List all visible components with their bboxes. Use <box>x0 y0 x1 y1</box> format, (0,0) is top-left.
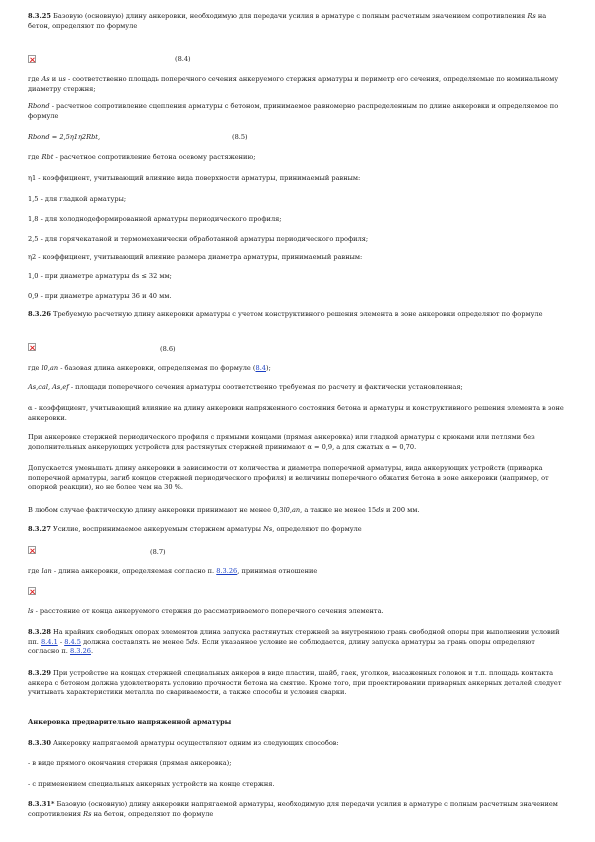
broken-image-icon <box>28 55 36 63</box>
variable: Rbt <box>41 153 54 161</box>
paragraph-eta2-36-40: 0,9 - при диаметре арматуры 36 и 40 мм. <box>28 292 172 300</box>
equation-8-5-formula: Rbond = 2,5η1η2Rbt, <box>28 133 101 141</box>
clause-number: 8.3.26 <box>28 310 51 318</box>
text: , принимая отношение <box>237 567 318 575</box>
paragraph-8-3-30 <box>28 739 568 749</box>
broken-image-icon <box>28 587 36 595</box>
paragraph-l0an <box>28 364 568 374</box>
variable: Rs <box>83 809 92 818</box>
text: ); <box>266 364 271 372</box>
paragraph-alpha: α - коэффициент, учитывающий влияние на длину анкеровки напряженного состояния бетона и арматуры и конструктивного решения элемента в зоне анкеровки. <box>28 404 564 422</box>
link-clause-8-4-5[interactable]: 8.4.5 <box>64 637 81 646</box>
text: . Если указанное условие не соблюдается, длину запуска арматуры за грань опоры определяют согласно п. <box>28 637 535 656</box>
text: На крайних свободных опорах элементов длина запуска растянутых стержней за внутреннюю грань свободной опоры при выполнении условий пп. <box>28 628 560 646</box>
text: должна составлять не менее 5 <box>80 637 191 646</box>
list-item-special-anchor: - с применением специальных анкерных устройств на конце стержня. <box>28 780 275 788</box>
text: и <box>49 75 59 83</box>
text: Усилие, воспринимаемое анкеруемым стержнем арматуры <box>50 525 264 533</box>
link-formula-8-4[interactable]: 8.4 <box>255 364 267 372</box>
paragraph-8-3-26 <box>28 310 568 320</box>
text: Анкеровку напрягаемой арматуры осуществляют одним из следующих способов: <box>50 739 339 747</box>
text: При устройстве на концах стержней специальных анкеров в виде пластин, шайб, гаек, уголков, высаженных головок и т.п. площадь контакта анкера с бетоном должна удовлетворять условию прочности бетона на смятие. Кроме того, при проектировании приварных анкерных деталей следует учитывать характеристики металла по свариваемости, а также способы и условия сварки. <box>28 669 562 697</box>
clause-number: 8.3.31* <box>28 800 55 808</box>
link-clause-8-3-26[interactable]: 8.3.26 <box>69 647 91 656</box>
paragraph-8-3-29 <box>28 669 568 698</box>
paragraph-rbond <box>28 102 568 121</box>
paragraph-reduce-length: Допускается уменьшать длину анкеровки в зависимости от количества и диаметра поперечной арматуры, вида анкерующих устройств (приварка поперечной арматуры, загиб концов стержней периодического профиля) и величины поперечного обжатия бетона в зоне анкеровки (например, от опорной реакции), но не более чем на 30 %. <box>28 464 549 492</box>
paragraph-as-cal <box>28 383 568 393</box>
link-clause-8-3-26[interactable]: 8.3.26 <box>216 567 238 575</box>
paragraph-eta2: η2 - коэффициент, учитывающий влияние размера диаметра арматуры, принимаемый равным: <box>28 253 363 261</box>
text: - соответственно площадь поперечного сечения анкеруемого стержня арматуры и периметр его сечения, определяемые по номинальному диаметру стержня; <box>28 75 559 93</box>
text: где <box>28 153 42 161</box>
text: - длина анкеровки, определяемая согласно п. <box>51 567 217 575</box>
paragraph-minimum-length <box>28 506 568 516</box>
equation-number-8-4: (8.4) <box>175 55 191 63</box>
paragraph-ls <box>28 607 568 617</box>
text: . <box>90 647 94 656</box>
text: - площади поперечного сечения арматуры соответственно требуемая по расчету и фактически установленная; <box>68 383 463 391</box>
text: где <box>28 567 42 575</box>
text: Базовую (основную) длину анкеровки напрягаемой арматуры, необходимую для передачи усилия в арматуре с полным расчетным значением сопротивления <box>28 800 558 818</box>
paragraph-straight-anchorage: При анкеровке стержней периодического профиля с прямыми концами (прямая анкеровка) или гладкой арматуры с крюками или петлями без дополнительных анкерующих устройств для растянутых стержней принимают α = 0,9, а для сжатых α = 0,70. <box>28 433 535 451</box>
clause-number: 8.3.30 <box>28 739 51 747</box>
text: где <box>28 364 42 372</box>
paragraph-lan <box>28 567 568 577</box>
variable: ds <box>190 637 198 646</box>
text: Требуемую расчетную длину анкеровки арматуры с учетом конструктивного решения элемента в зоне анкеровки определяют по формуле <box>50 310 543 318</box>
text: В любом случае фактическую длину анкеровки принимают не менее 0,3 <box>28 506 284 514</box>
variable: us <box>58 75 66 83</box>
paragraph-8-3-28 <box>28 628 568 657</box>
variable: Ns <box>263 525 273 533</box>
text: - расстояние от конца анкеруемого стержня до рассматриваемого поперечного сечения элемента. <box>33 607 384 615</box>
link-clause-8-4-1[interactable]: 8.4.1 <box>40 637 58 646</box>
equation-number-8-5: (8.5) <box>232 133 248 141</box>
broken-image-icon <box>28 546 36 554</box>
paragraph-eta1-hot: 2,5 - для горячекатаной и термомеханически обработанной арматуры периодического профиля; <box>28 235 369 243</box>
clause-number: 8.3.28 <box>28 628 51 636</box>
broken-image-icon <box>28 343 36 351</box>
paragraph-8-3-31 <box>28 800 568 819</box>
paragraph-rbt <box>28 153 568 163</box>
paragraph-eta1: η1 - коэффициент, учитывающий влияние вида поверхности арматуры, принимаемый равным: <box>28 174 361 182</box>
variable: As <box>41 75 50 83</box>
equation-number-8-7: (8.7) <box>150 548 166 556</box>
paragraph-eta2-32: 1,0 - при диаметре арматуры ds ≤ 32 мм; <box>28 272 172 280</box>
text: - расчетное сопротивление сцепления арматуры с бетоном, принимаемое равномерно распределенным по длине анкеровки и определяемое по формуле <box>28 102 559 120</box>
paragraph-8-3-25 <box>28 12 568 31</box>
clause-number: 8.3.25 <box>28 12 51 20</box>
clause-number: 8.3.27 <box>28 525 51 533</box>
text: и 200 мм. <box>383 506 420 514</box>
paragraph-eta1-cold: 1,8 - для холоднодеформированной арматуры периодического профиля; <box>28 215 282 223</box>
variable: l0,an <box>41 364 59 372</box>
variable: ds <box>376 506 384 514</box>
text: - базовая длина анкеровки, определяемая по формуле ( <box>58 364 256 372</box>
text: Базовую (основную) длину анкеровки, необходимую для передачи усилия в арматуре с полным расчетным значением сопротивления <box>50 12 528 20</box>
paragraph-where <box>28 75 568 94</box>
section-heading-prestressed-anchorage: Анкеровка предварительно напряженной арматуры <box>28 718 232 726</box>
paragraph-8-3-27 <box>28 525 568 535</box>
variable: Rs <box>527 12 536 20</box>
clause-number: 8.3.29 <box>28 669 51 677</box>
variable: As,cal, As,ef <box>28 383 69 391</box>
text: - расчетное сопротивление бетона осевому растяжению; <box>53 153 256 161</box>
text: - <box>57 637 65 646</box>
equation-number-8-6: (8.6) <box>160 345 176 353</box>
variable: lan <box>41 567 52 575</box>
text: где <box>28 75 42 83</box>
variable: Rbond <box>28 102 50 110</box>
variable: ls <box>28 607 34 615</box>
text: , а также не менее 15 <box>300 506 377 514</box>
variable: l0,an <box>283 506 301 514</box>
text: на бетон, определяют по формуле <box>28 12 547 30</box>
text: на бетон, определяют по формуле <box>91 809 214 818</box>
paragraph-eta1-smooth: 1,5 - для гладкой арматуры; <box>28 195 127 203</box>
text: , определяют по формуле <box>272 525 362 533</box>
list-item-straight-end: - в виде прямого окончания стержня (прямая анкеровка); <box>28 759 232 767</box>
